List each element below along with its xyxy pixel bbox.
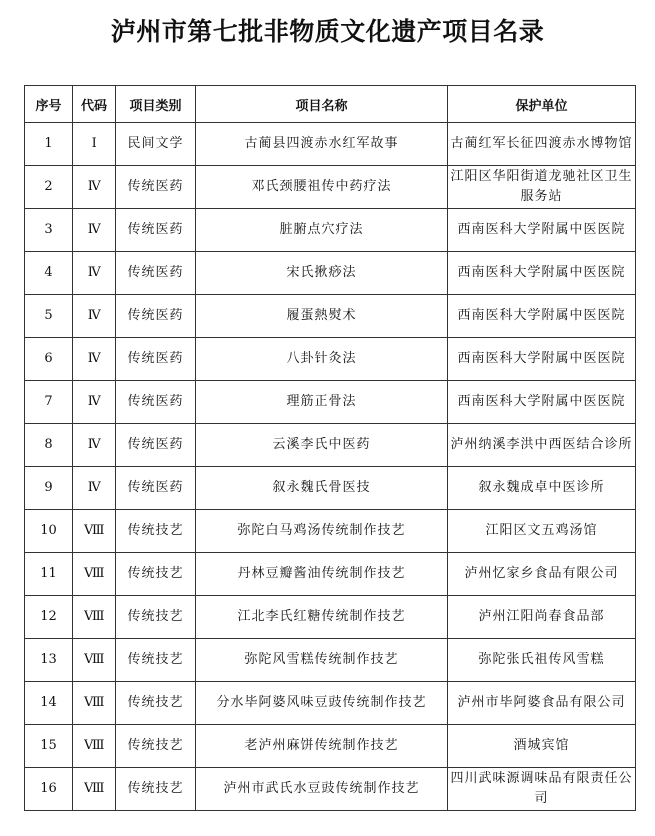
cell-category: 传统技艺 (116, 682, 196, 725)
cell-code: Ⅷ (73, 725, 116, 768)
cell-category: 传统医药 (116, 209, 196, 252)
cell-name: 理筋正骨法 (196, 381, 448, 424)
cell-unit: 西南医科大学附属中医医院 (448, 338, 636, 381)
cell-name: 分水毕阿婆风味豆豉传统制作技艺 (196, 682, 448, 725)
page-title: 泸州市第七批非物质文化遗产项目名录 (110, 17, 545, 46)
header-category: 项目类别 (116, 86, 196, 123)
cell-code: Ⅳ (73, 424, 116, 467)
cell-name: 丹林豆瓣酱油传统制作技艺 (196, 553, 448, 596)
cell-name: 叙永魏氏骨医技 (196, 467, 448, 510)
cell-code: Ⅰ (73, 123, 116, 166)
cell-category: 传统技艺 (116, 768, 196, 811)
cell-unit: 酒城宾馆 (448, 725, 636, 768)
cell-unit: 西南医科大学附属中医医院 (448, 381, 636, 424)
table-row (25, 166, 636, 209)
cell-no: 5 (25, 295, 73, 338)
cell-unit: 西南医科大学附属中医医院 (448, 252, 636, 295)
cell-unit: 泸州纳溪李洪中西医结合诊所 (448, 424, 636, 467)
header-no: 序号 (25, 86, 73, 123)
cell-no: 10 (25, 510, 73, 553)
table-row (25, 682, 636, 725)
cell-category: 民间文学 (116, 123, 196, 166)
cell-category: 传统技艺 (116, 596, 196, 639)
cell-unit: 泸州忆家乡食品有限公司 (448, 553, 636, 596)
cell-unit: 泸州江阳尚春食品部 (448, 596, 636, 639)
cell-no: 6 (25, 338, 73, 381)
table-row (25, 295, 636, 338)
cell-code: Ⅷ (73, 768, 116, 811)
table-row (25, 467, 636, 510)
cell-name: 古蔺县四渡赤水红军故事 (196, 123, 448, 166)
table-row (25, 510, 636, 553)
cell-name: 弥陀白马鸡汤传统制作技艺 (196, 510, 448, 553)
table-row (25, 338, 636, 381)
cell-category: 传统技艺 (116, 510, 196, 553)
cell-category: 传统医药 (116, 338, 196, 381)
cell-name: 八卦针灸法 (196, 338, 448, 381)
cell-no: 2 (25, 166, 73, 209)
cell-unit: 泸州市毕阿婆食品有限公司 (448, 682, 636, 725)
cell-category: 传统医药 (116, 166, 196, 209)
table-header-row (25, 86, 636, 123)
cell-name: 脏腑点穴疗法 (196, 209, 448, 252)
cell-name: 履蛋熱熨术 (196, 295, 448, 338)
cell-name: 江北李氏红糖传统制作技艺 (196, 596, 448, 639)
table-row (25, 381, 636, 424)
cell-category: 传统技艺 (116, 553, 196, 596)
cell-unit: 江阳区文五鸡汤馆 (448, 510, 636, 553)
cell-unit: 古蔺红军长征四渡赤水博物馆 (448, 123, 636, 166)
cell-name: 老泸州麻饼传统制作技艺 (196, 725, 448, 768)
table-row (25, 424, 636, 467)
header-unit: 保护单位 (448, 86, 636, 123)
cell-code: Ⅳ (73, 166, 116, 209)
table-row (25, 725, 636, 768)
cell-no: 3 (25, 209, 73, 252)
cell-unit: 西南医科大学附属中医医院 (448, 209, 636, 252)
cell-code: Ⅷ (73, 553, 116, 596)
cell-category: 传统技艺 (116, 639, 196, 682)
cell-no: 14 (25, 682, 73, 725)
cell-code: Ⅳ (73, 252, 116, 295)
header-code: 代码 (73, 86, 116, 123)
heritage-list-table (24, 85, 636, 811)
cell-category: 传统技艺 (116, 725, 196, 768)
cell-code: Ⅷ (73, 639, 116, 682)
cell-code: Ⅳ (73, 209, 116, 252)
cell-category: 传统医药 (116, 295, 196, 338)
cell-name: 邓氏颈腰祖传中药疗法 (196, 166, 448, 209)
header-name: 项目名称 (196, 86, 448, 123)
table-row (25, 123, 636, 166)
cell-unit: 叙永魏成卓中医诊所 (448, 467, 636, 510)
table-row (25, 768, 636, 811)
table-row (25, 639, 636, 682)
table-row (25, 252, 636, 295)
cell-category: 传统医药 (116, 424, 196, 467)
table-row (25, 209, 636, 252)
cell-no: 9 (25, 467, 73, 510)
cell-no: 13 (25, 639, 73, 682)
table-row (25, 553, 636, 596)
cell-code: Ⅳ (73, 295, 116, 338)
table-row (25, 596, 636, 639)
cell-no: 4 (25, 252, 73, 295)
cell-unit: 西南医科大学附属中医医院 (448, 295, 636, 338)
cell-name: 云溪李氏中医药 (196, 424, 448, 467)
cell-code: Ⅳ (73, 381, 116, 424)
cell-no: 16 (25, 768, 73, 811)
cell-code: Ⅳ (73, 467, 116, 510)
cell-unit: 四川武味源调味品有限责任公司 (448, 768, 636, 811)
cell-no: 7 (25, 381, 73, 424)
cell-no: 12 (25, 596, 73, 639)
cell-no: 11 (25, 553, 73, 596)
cell-name: 宋氏揪痧法 (196, 252, 448, 295)
cell-category: 传统医药 (116, 381, 196, 424)
cell-code: Ⅳ (73, 338, 116, 381)
cell-no: 1 (25, 123, 73, 166)
cell-no: 8 (25, 424, 73, 467)
cell-category: 传统医药 (116, 467, 196, 510)
cell-code: Ⅷ (73, 682, 116, 725)
cell-name: 泸州市武氏水豆豉传统制作技艺 (196, 768, 448, 811)
cell-unit: 江阳区华阳街道龙驰社区卫生服务站 (448, 166, 636, 209)
cell-code: Ⅷ (73, 596, 116, 639)
cell-code: Ⅷ (73, 510, 116, 553)
cell-name: 弥陀风雪糕传统制作技艺 (196, 639, 448, 682)
cell-category: 传统医药 (116, 252, 196, 295)
cell-no: 15 (25, 725, 73, 768)
cell-unit: 弥陀张氏祖传风雪糕 (448, 639, 636, 682)
